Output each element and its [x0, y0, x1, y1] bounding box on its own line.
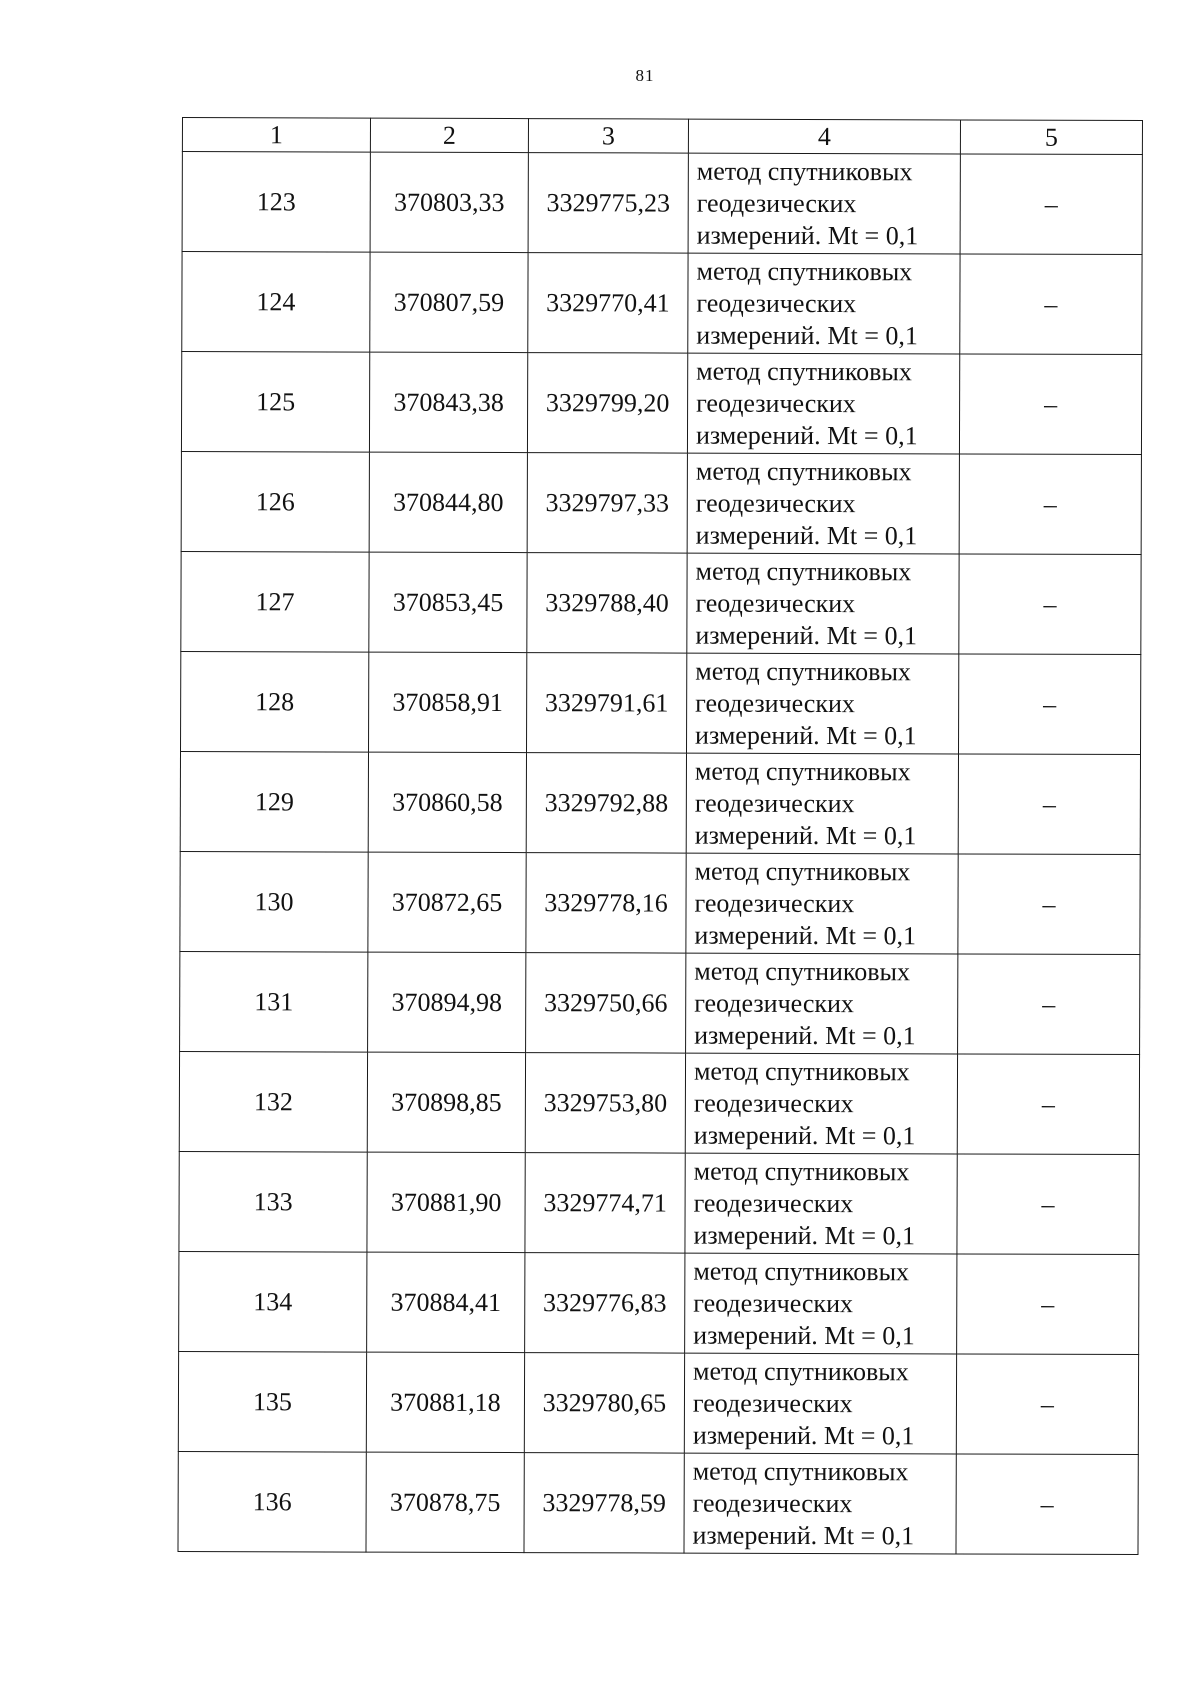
point-number-cell: 126: [181, 451, 369, 552]
method-line: метод спутниковых: [696, 356, 912, 386]
method-cell: [686, 953, 958, 1054]
method-cell: [687, 453, 959, 554]
method-line: геодезических: [692, 1388, 853, 1418]
note-cell: –: [959, 554, 1141, 655]
y-coordinate-cell: 3329778,16: [526, 853, 686, 954]
method-line: геодезических: [695, 488, 856, 518]
method-line: метод спутниковых: [696, 156, 913, 186]
y-coordinate-cell: 3329770,41: [528, 253, 688, 354]
method-line: измерений. Mt = 0,1: [693, 1120, 916, 1150]
method-line: измерений. Mt = 0,1: [694, 920, 917, 950]
coordinates-table: [177, 117, 1143, 1555]
method-line: метод спутниковых: [694, 856, 911, 886]
x-coordinate-cell: 370858,91: [369, 652, 527, 752]
table-row: [181, 551, 1141, 654]
method-line: измерений. Mt = 0,1: [696, 320, 918, 350]
point-number-cell: 132: [179, 1051, 367, 1152]
method-cell: [687, 553, 959, 654]
point-number-cell: 128: [181, 651, 369, 752]
table-row: [182, 152, 1142, 255]
method-cell: [688, 153, 960, 254]
method-line: измерений. Mt = 0,1: [693, 1220, 916, 1250]
table-row: [179, 1051, 1139, 1154]
y-coordinate-cell: 3329797,33: [527, 453, 687, 554]
method-line: метод спутниковых: [693, 1056, 910, 1086]
method-line: геодезических: [694, 888, 855, 918]
method-line: измерений. Mt = 0,1: [695, 420, 918, 450]
method-cell: [684, 1453, 956, 1554]
page-number: 81: [635, 66, 655, 85]
method-cell: [685, 1253, 957, 1354]
x-coordinate-cell: 370860,58: [368, 752, 526, 852]
method-cell: [685, 1153, 957, 1254]
y-coordinate-cell: 3329792,88: [526, 753, 686, 854]
method-line: метод спутниковых: [693, 1356, 909, 1386]
method-line: геодезических: [694, 988, 854, 1018]
table-row: [179, 1151, 1139, 1254]
method-cell: [688, 253, 960, 354]
x-coordinate-cell: 370881,90: [367, 1152, 525, 1252]
y-coordinate-cell: 3329776,83: [525, 1253, 685, 1354]
point-number-cell: 130: [180, 851, 368, 952]
x-coordinate-cell: 370894,98: [368, 952, 526, 1052]
method-line: метод спутниковых: [694, 956, 911, 986]
method-line: метод спутниковых: [694, 756, 911, 786]
method-line: метод спутниковых: [696, 256, 913, 286]
method-line: геодезических: [694, 788, 855, 818]
x-coordinate-cell: 370843,38: [369, 352, 527, 452]
method-line: измерений. Mt = 0,1: [692, 1420, 915, 1450]
note-cell: –: [960, 254, 1142, 355]
method-line: геодезических: [693, 1088, 854, 1118]
method-line: измерений. Mt = 0,1: [692, 1520, 915, 1550]
method-line: геодезических: [695, 588, 856, 618]
table-row: [180, 751, 1140, 854]
method-cell: [687, 353, 959, 454]
column-header-5: 5: [960, 120, 1142, 155]
note-cell: –: [959, 654, 1141, 755]
method-line: измерений. Mt = 0,1: [694, 1020, 916, 1050]
y-coordinate-cell: 3329750,66: [526, 953, 686, 1054]
x-coordinate-cell: 370853,45: [369, 552, 527, 652]
point-number-cell: 135: [178, 1351, 366, 1452]
method-cell: [685, 1053, 957, 1154]
point-number-cell: 127: [181, 551, 369, 652]
x-coordinate-cell: 370898,85: [367, 1052, 525, 1152]
note-cell: –: [956, 1454, 1138, 1555]
note-cell: –: [957, 1254, 1139, 1355]
point-number-cell: 123: [182, 152, 370, 253]
table-row: [180, 851, 1140, 954]
point-number-cell: 124: [182, 252, 370, 353]
y-coordinate-cell: 3329774,71: [525, 1153, 685, 1254]
point-number-cell: 129: [180, 751, 368, 852]
x-coordinate-cell: 370878,75: [366, 1452, 524, 1552]
method-cell: [686, 853, 958, 954]
method-line: геодезических: [696, 288, 857, 318]
method-line: измерений. Mt = 0,1: [696, 220, 919, 250]
note-cell: –: [957, 1154, 1139, 1255]
coordinates-table-wrapper: [177, 117, 1142, 1555]
note-cell: –: [956, 1354, 1138, 1455]
table-row: [181, 352, 1141, 455]
method-line: измерений. Mt = 0,1: [694, 820, 917, 850]
x-coordinate-cell: 370807,59: [370, 252, 528, 352]
table-row: [178, 1351, 1138, 1454]
method-cell: [686, 753, 958, 854]
method-line: геодезических: [696, 388, 856, 418]
method-line: геодезических: [696, 188, 857, 218]
y-coordinate-cell: 3329788,40: [527, 553, 687, 654]
y-coordinate-cell: 3329753,80: [525, 1053, 685, 1154]
header-row: [182, 118, 1142, 155]
note-cell: –: [959, 354, 1141, 455]
method-line: геодезических: [693, 1288, 854, 1318]
point-number-cell: 131: [180, 951, 368, 1052]
method-line: метод спутниковых: [692, 1456, 909, 1486]
y-coordinate-cell: 3329791,61: [527, 653, 687, 754]
note-cell: –: [959, 454, 1141, 555]
x-coordinate-cell: 370872,65: [368, 852, 526, 952]
column-header-4: 4: [688, 119, 960, 154]
x-coordinate-cell: 370884,41: [367, 1252, 525, 1352]
y-coordinate-cell: 3329778,59: [524, 1453, 684, 1554]
method-line: метод спутниковых: [695, 556, 912, 586]
x-coordinate-cell: 370803,33: [370, 152, 528, 252]
method-line: метод спутниковых: [693, 1256, 910, 1286]
method-line: измерений. Mt = 0,1: [695, 620, 918, 650]
method-cell: [684, 1353, 956, 1454]
method-line: измерений. Mt = 0,1: [695, 520, 918, 550]
point-number-cell: 136: [178, 1451, 366, 1552]
method-cell: [687, 653, 959, 754]
note-cell: –: [958, 854, 1140, 955]
method-line: измерений. Mt = 0,1: [693, 1320, 915, 1350]
column-header-3: 3: [528, 119, 688, 154]
method-line: геодезических: [693, 1188, 854, 1218]
note-cell: –: [958, 954, 1140, 1055]
note-cell: –: [957, 1054, 1139, 1155]
point-number-cell: 133: [179, 1151, 367, 1252]
method-line: метод спутниковых: [695, 656, 912, 686]
method-line: геодезических: [695, 688, 855, 718]
x-coordinate-cell: 370844,80: [369, 452, 527, 552]
method-line: метод спутниковых: [693, 1156, 910, 1186]
table-row: [182, 252, 1142, 355]
method-line: метод спутниковых: [695, 456, 912, 486]
table-row: [179, 1251, 1139, 1354]
note-cell: –: [958, 754, 1140, 855]
note-cell: –: [960, 154, 1142, 255]
column-header-2: 2: [370, 118, 528, 152]
point-number-cell: 125: [181, 352, 369, 453]
y-coordinate-cell: 3329780,65: [524, 1353, 684, 1454]
table-row: [180, 951, 1140, 1054]
table-row: [178, 1451, 1138, 1554]
point-number-cell: 134: [179, 1251, 367, 1352]
y-coordinate-cell: 3329775,23: [528, 153, 688, 254]
column-header-1: 1: [182, 118, 370, 153]
x-coordinate-cell: 370881,18: [366, 1352, 524, 1452]
table-row: [181, 651, 1141, 754]
table-row: [181, 451, 1141, 554]
method-line: геодезических: [692, 1488, 853, 1518]
y-coordinate-cell: 3329799,20: [527, 353, 687, 454]
method-line: измерений. Mt = 0,1: [695, 720, 917, 750]
